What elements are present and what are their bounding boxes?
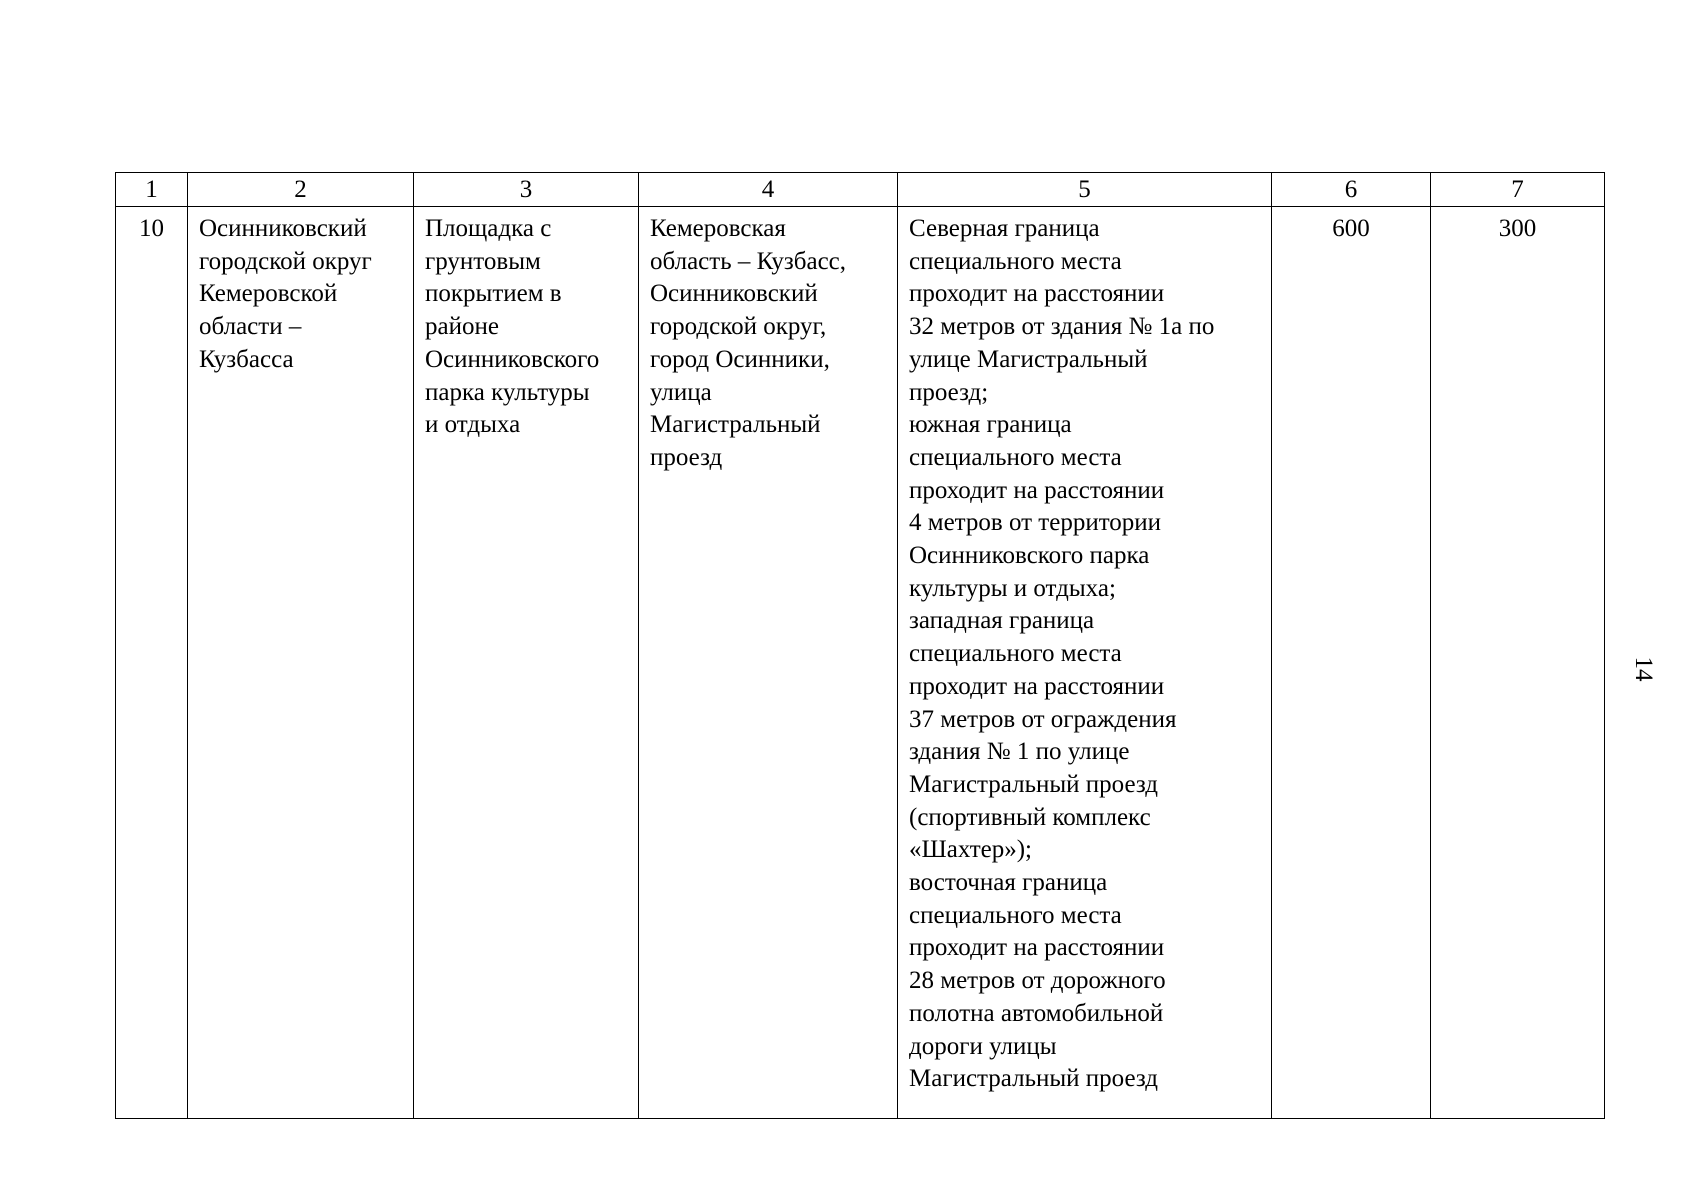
header-cell-6: 6 [1272, 173, 1431, 207]
document-table [115, 172, 1605, 1119]
page-number: 14 [1630, 656, 1657, 682]
header-cell-1: 1 [116, 173, 188, 207]
row-number-cell: 10 [116, 207, 188, 1119]
col6-value-cell: 600 [1272, 207, 1431, 1119]
header-cell-3: 3 [414, 173, 639, 207]
site-cell: Площадка с грунтовым покрытием в районе Осинниковского парка культуры и отдыха [414, 207, 639, 1119]
header-cell-2: 2 [188, 173, 414, 207]
address-cell: Кемеровская область – Кузбасс, Осинниковский городской округ, город Осинники, улица Магистральный проезд [639, 207, 898, 1119]
header-row [116, 173, 1605, 207]
header-cell-7: 7 [1431, 173, 1605, 207]
header-cell-5: 5 [898, 173, 1272, 207]
municipality-cell: Осинниковский городской округ Кемеровской области – Кузбасса [188, 207, 414, 1119]
table-row [116, 207, 1605, 1119]
col7-value-cell: 300 [1431, 207, 1605, 1119]
boundaries-cell: Северная граница специального места проходит на расстоянии 32 метров от здания № 1а по улице Магистральный проезд; южная граница специального места проходит на расстоянии 4 метров от территории Осинниковского парка культуры и отдыха; западная граница специального места проходит на расстоянии 37 метров от ограждения здания № 1 по улице Магистральный проезд (спортивный комплекс «Шахтер»); восточная граница специального места проходит на расстоянии 28 метров от дорожного полотна автомобильной дороги улицы Магистральный проезд [898, 207, 1272, 1119]
header-cell-4: 4 [639, 173, 898, 207]
